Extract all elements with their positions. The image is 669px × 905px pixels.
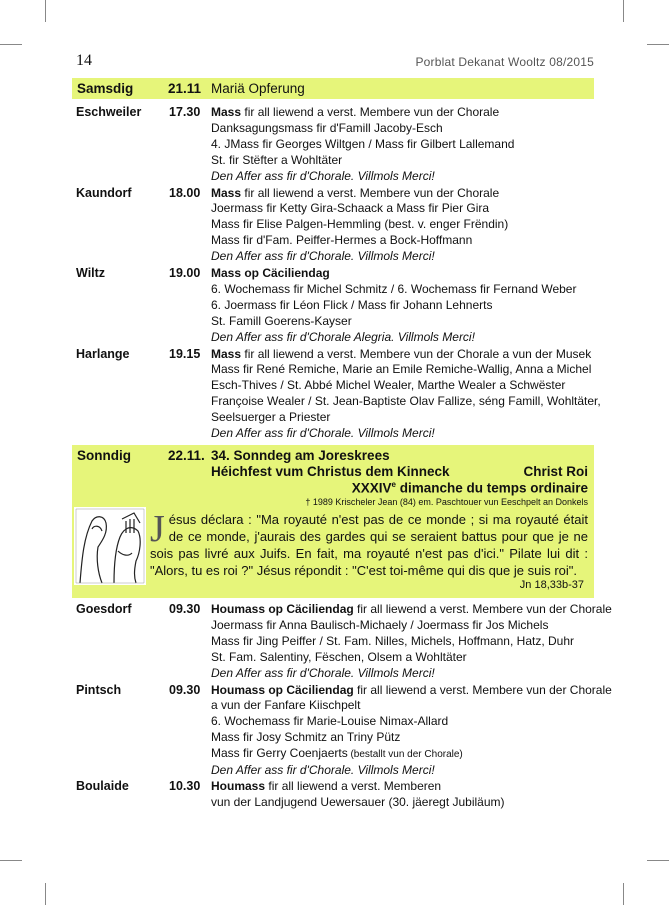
crop-mark xyxy=(0,860,22,861)
collection-note: Den Affer ass fir d'Chorale Alegria. Villmols Merci! xyxy=(211,329,475,344)
page-number: 14 xyxy=(76,52,92,69)
intention-line: St. fir Stëfter a Wohltäter xyxy=(211,152,343,167)
crop-mark xyxy=(0,44,22,45)
intention-line: Mass fir all liewend a verst. Membere vun der Chorale a vun der Musek xyxy=(211,346,592,361)
day-name: Samsdig xyxy=(77,81,134,96)
collection-note: Den Affer ass fir d'Chorale. Villmols Merci! xyxy=(211,763,435,778)
liturgical-sunday: XXXIVe dimanche du temps ordinaire xyxy=(351,480,588,496)
mass-time: 19.00 xyxy=(169,266,201,280)
day-date: 21.11 xyxy=(168,81,202,96)
mass-time: 18.00 xyxy=(169,185,201,200)
gospel-text: ésus déclara : "Ma royauté n'est pas de ce monde ; si ma royauté était de ce monde, j'aurais des gardes qui se seraient battus pour que je ne sois pas livré aux Juifs. En fait, ma royauté n'est pas d'ici." Pilate lui dit : "Alors, tu es roi ?" Jésus répondit : "C'est toi-même qui dis que je suis roi". xyxy=(150,512,588,578)
collection-note: Den Affer ass fir d'Chorale. Villmols Merci! xyxy=(211,168,435,183)
intention-line: Houmass fir all liewend a verst. Memberen xyxy=(211,778,442,793)
intention-line: Mass fir Elise Palgen-Hemmling (best. v. enger Frëndin) xyxy=(211,217,509,232)
intention-line: Joermass fir Ketty Gira-Schaack a Mass fir Pier Gira xyxy=(211,201,490,216)
collection-note: Den Affer ass fir d'Chorale. Villmols Merci! xyxy=(211,249,435,264)
crop-mark xyxy=(647,44,669,45)
intention-line: Danksagungsmass fir d'Famill Jacoby-Esch xyxy=(211,120,443,135)
crop-mark xyxy=(45,0,46,22)
parish-name: Wiltz xyxy=(76,266,106,280)
parish-name: Harlange xyxy=(76,346,130,361)
saturday-band xyxy=(72,78,594,99)
intention-line: St. Famill Goerens-Kayser xyxy=(211,313,352,328)
intention-line: Mass fir all liewend a verst. Membere vun der Chorale xyxy=(211,185,500,200)
intention-line: Houmass op Cäciliendag fir all liewend a verst. Membere vun der Chorale xyxy=(211,682,612,697)
mass-time: 19.15 xyxy=(169,346,201,361)
intention-line: Seelsuerger a Priester xyxy=(211,410,331,425)
day-name: Sonndig xyxy=(77,448,131,463)
intention-line: Françoise Wealer / St. Jean-Baptiste Olav Fallize, séng Famill, Wohltäter, xyxy=(211,394,601,409)
feast-title: Héichfest vum Christus dem Kinneck xyxy=(211,464,450,479)
mass-time: 17.30 xyxy=(169,105,201,119)
parish-name: Kaundorf xyxy=(76,185,132,200)
christ-pilate-illustration xyxy=(74,507,146,585)
intention-line: 6. Wochemass fir Michel Schmitz / 6. Wochemass fir Fernand Weber xyxy=(211,281,577,296)
intention-line: 6. Wochemass fir Marie-Louise Nimax-Allard xyxy=(211,714,449,729)
intention-line: 4. JMass fir Georges Wiltgen / Mass fir Gilbert Lallemand xyxy=(211,136,515,151)
intention-line: Mass fir d'Fam. Peiffer-Hermes a Bock-Hoffmann xyxy=(211,233,473,248)
crop-mark xyxy=(647,860,669,861)
intention-line: Mass fir Jing Peiffer / St. Fam. Nilles, Michels, Hoffmann, Hatz, Duhr xyxy=(211,633,574,648)
crop-mark xyxy=(623,883,624,905)
intention-line: vun der Landjugend Uewersauer (30. jäeregt Jubiläum) xyxy=(211,794,505,809)
intentions xyxy=(211,347,601,442)
crop-mark xyxy=(45,883,46,905)
gospel-reference: Jn 18,33b-37 xyxy=(519,579,584,591)
day-title: Mariä Opferung xyxy=(211,81,305,96)
page-header xyxy=(76,52,594,72)
mass-time: 10.30 xyxy=(169,778,201,793)
crop-mark xyxy=(623,0,624,22)
intention-line: Esch-Thives / St. Abbé Michel Wealer, Marthe Wealer a Schwëster xyxy=(211,378,566,393)
day-date: 22.11. xyxy=(168,448,205,463)
intention-line: Mass fir Josy Schmitz an Triny Pütz xyxy=(211,730,401,745)
mass-time: 09.30 xyxy=(169,682,201,697)
sunday-title: 34. Sonndeg am Joreskrees xyxy=(211,448,390,463)
intentions xyxy=(211,682,612,779)
publication-title: Porblat Dekanat Wooltz 08/2015 xyxy=(415,55,594,69)
intentions xyxy=(211,266,601,346)
sunday-band xyxy=(72,445,594,598)
intentions xyxy=(211,105,601,185)
parish-name: Goesdorf xyxy=(76,602,132,616)
intention-line: 6. Joermass fir Léon Flick / Mass fir Johann Lehnerts xyxy=(211,297,493,312)
intention-line: Mass op Cäciliendag xyxy=(211,266,330,280)
intention-line: Houmass op Cäciliendag fir all liewend a verst. Membere vun der Chorale xyxy=(211,602,612,616)
intentions xyxy=(211,186,601,266)
gospel-quote xyxy=(150,508,588,579)
intentions xyxy=(211,779,601,811)
collection-note: Den Affer ass fir d'Chorale. Villmols Merci! xyxy=(211,426,435,441)
intention-line: a vun der Fanfare Kiischpelt xyxy=(211,698,361,713)
intention-line: Mass fir René Remiche, Marie an Emile Remiche-Wallig, Anna a Michel xyxy=(211,362,592,377)
memorial-note: † 1989 Krischeler Jean (84) em. Paschtouer vun Eeschpelt an Donkels xyxy=(305,497,588,507)
mass-time: 09.30 xyxy=(169,602,201,616)
intention-line: St. Fam. Salentiny, Fëschen, Olsem a Wohltäter xyxy=(211,649,467,664)
parish-name: Pintsch xyxy=(76,682,122,697)
collection-note: Den Affer ass fir d'Chorale. Villmols Merci! xyxy=(211,665,435,680)
parish-name: Eschweiler xyxy=(76,105,142,119)
intention-line: Mass fir all liewend a verst. Membere vun der Chorale xyxy=(211,105,500,119)
parish-name: Boulaide xyxy=(76,778,129,793)
feast-title-fr: Christ Roi xyxy=(523,464,588,479)
intention-line: Mass fir Gerry Coenjaerts (bestallt vun der Chorale) xyxy=(211,746,463,761)
intentions xyxy=(211,602,612,682)
drop-cap: J xyxy=(150,508,165,550)
intention-line: Joermass fir Anna Baulisch-Michaely / Joermass fir Jos Michels xyxy=(211,617,549,632)
